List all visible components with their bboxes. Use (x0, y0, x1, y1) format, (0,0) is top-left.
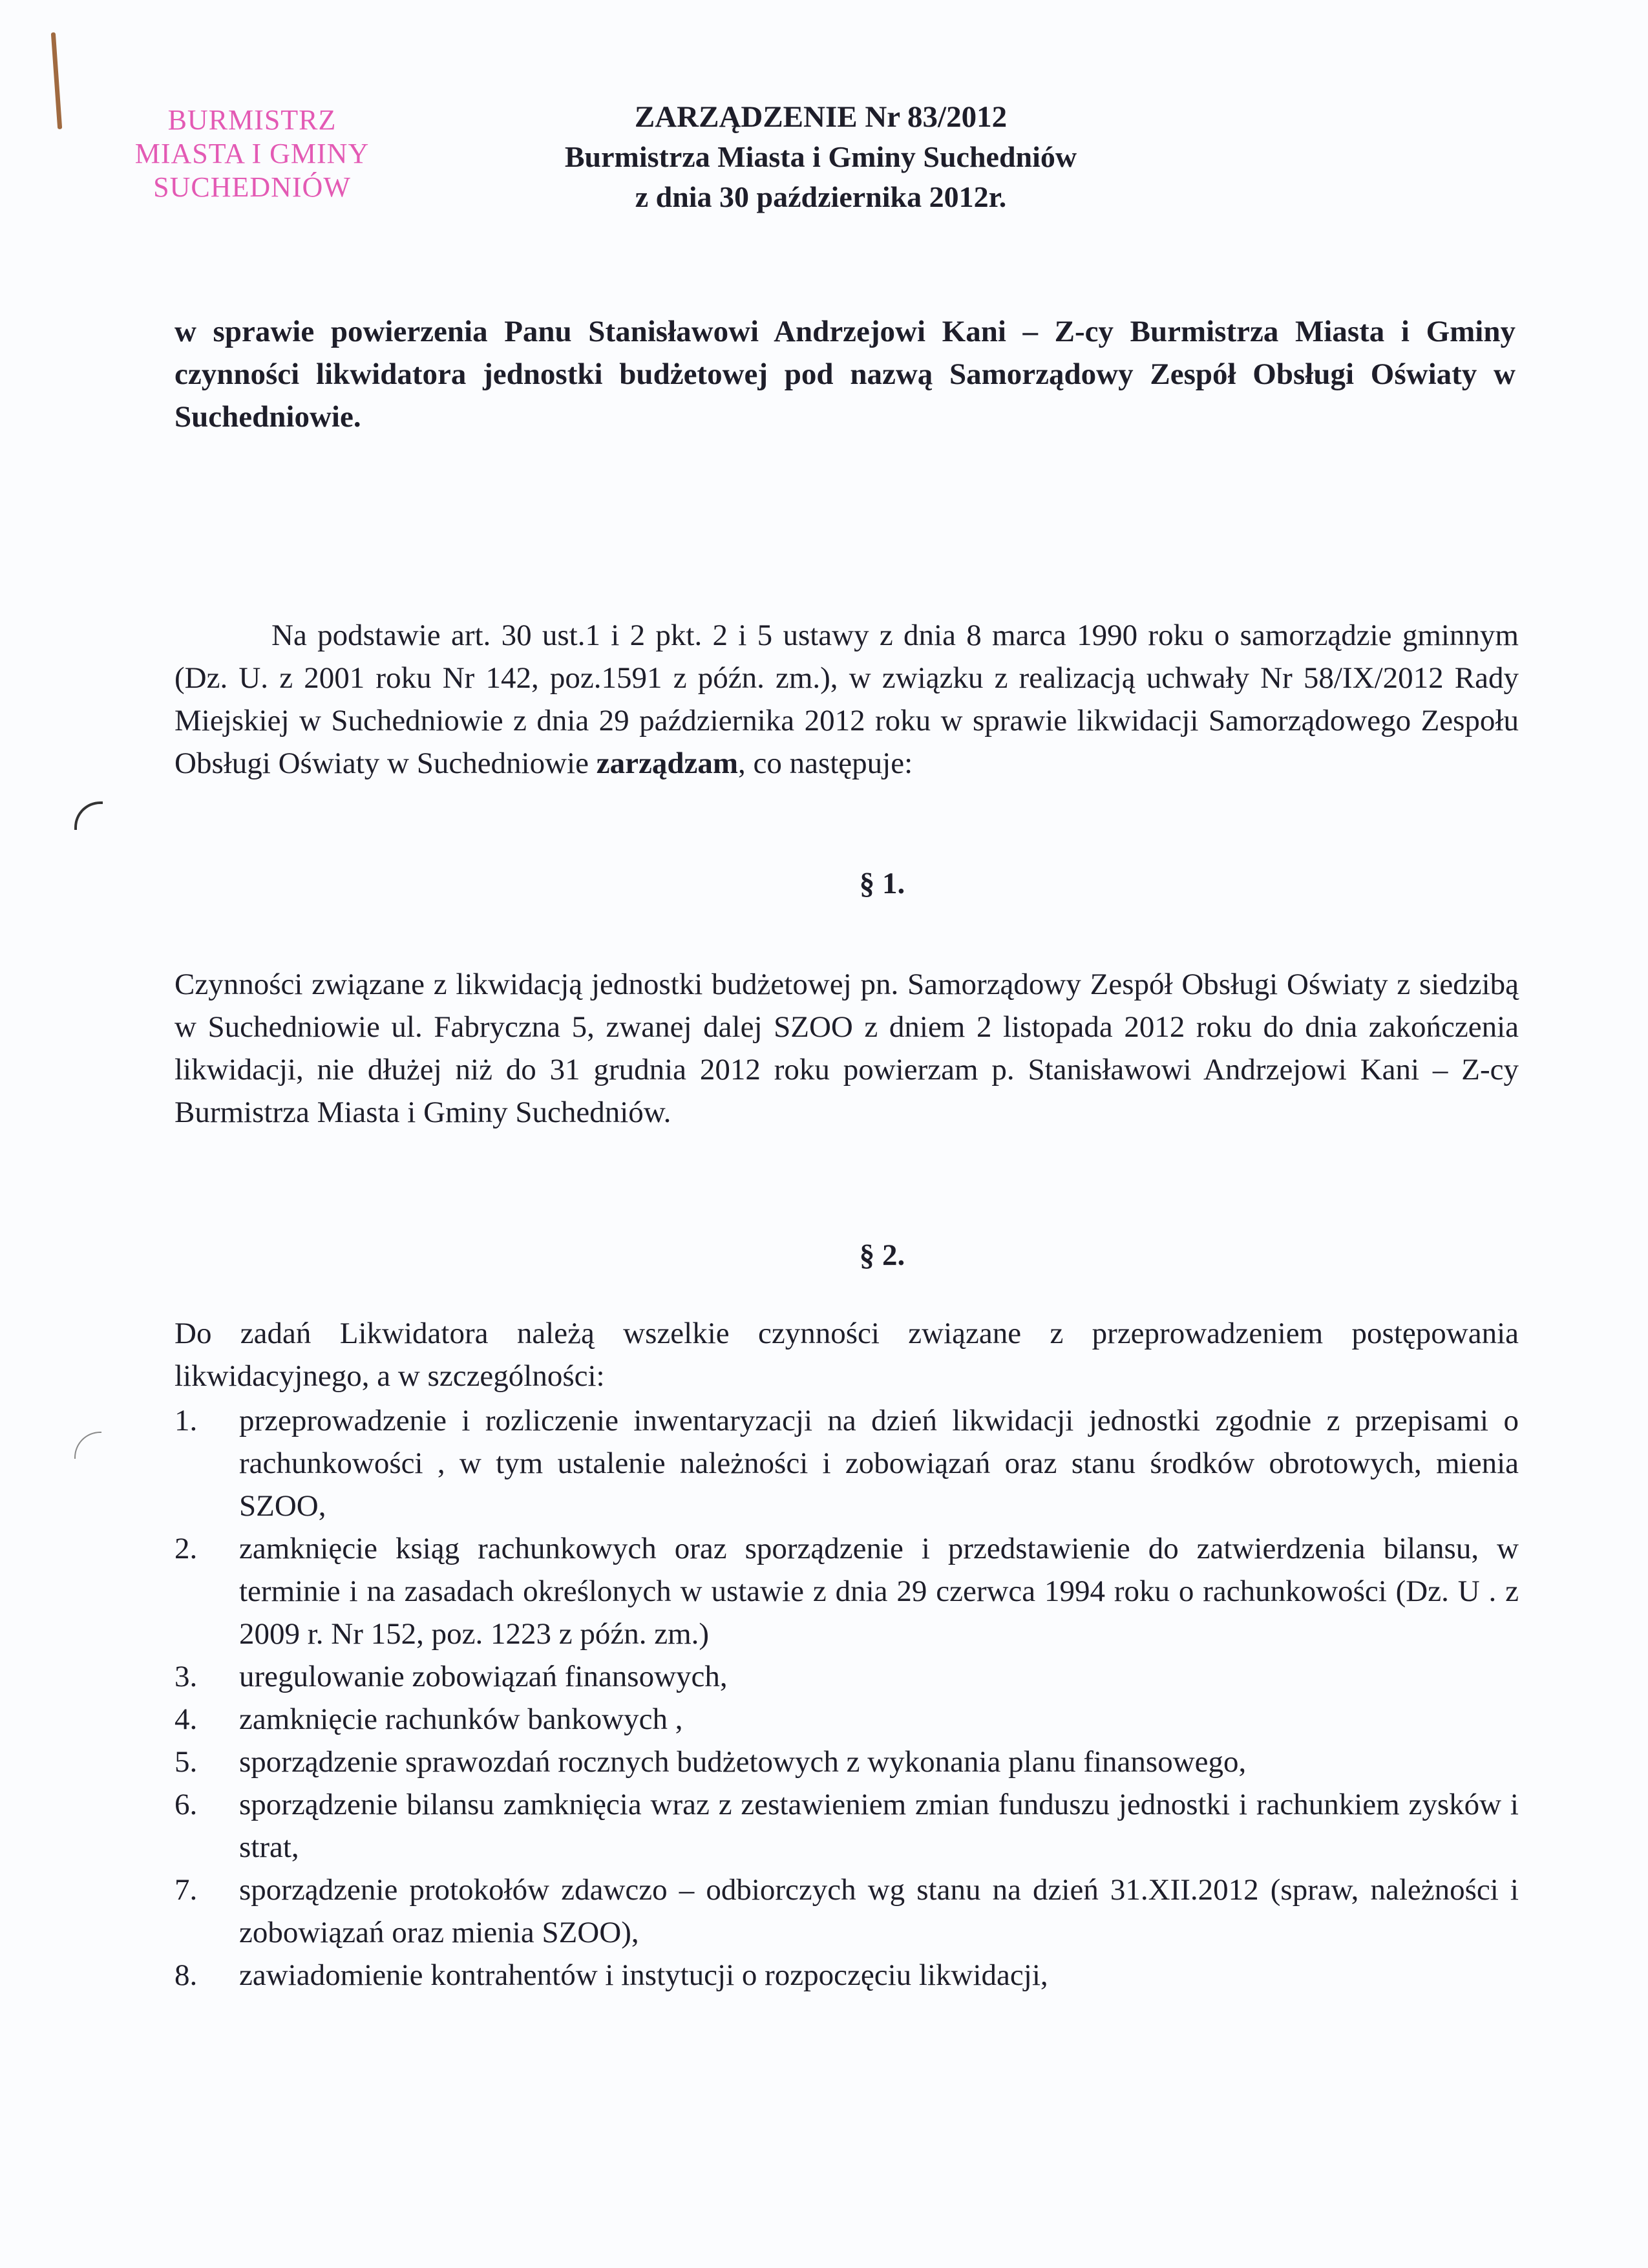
list-item-number: 5. (174, 1745, 198, 1779)
list-item-number: 6. (174, 1788, 198, 1821)
list-item-text: uregulowanie zobowiązań finansowych, (239, 1660, 728, 1693)
list-item (174, 1783, 1519, 1869)
legal-basis-paragraph (174, 614, 1519, 785)
list-item-number: 1. (174, 1404, 198, 1437)
list-item (174, 1869, 1519, 1954)
list-item-number: 3. (174, 1660, 198, 1693)
liquidator-tasks-list (174, 1399, 1519, 1997)
list-item-text: zawiadomienie kontrahentów i instytucji o rozpoczęciu likwidacji, (239, 1958, 1048, 1992)
section-1-body: Czynności związane z likwidacją jednostki budżetowej pn. Samorządowy Zespół Obsługi Oświaty z siedzibą w Suchedniowie ul. Fabryczna 5, zwanej dalej SZOO z dniem 2 listopada 2012 roku do dnia zakończenia likwidacji, nie dłużej niż do 31 grudnia 2012 roku powierzam p. Stanisławowi Andrzejowi Kani – Z-cy Burmistrza Miasta i Gminy Suchedniów. (174, 968, 1519, 1129)
legal-basis-text: Na podstawie art. 30 ust.1 i 2 pkt. 2 i 5 ustawy z dnia 8 marca 1990 roku o samorządzie gminnym (Dz. U. z 2001 roku Nr 142, poz.1591 z późn. zm.), w związku z realizacją uchwały Nr 58/IX/2012 Rady Miejskiej w Suchedniowie z dnia 29 października 2012 roku w sprawie likwidacji Samorządowego Zespołu Obsługi Oświaty w Suchedniowie (174, 619, 1519, 780)
issue-date: z dnia 30 października 2012r. (635, 180, 1007, 213)
list-item-number: 7. (174, 1873, 198, 1907)
document-header (414, 97, 1228, 217)
list-item (174, 1527, 1519, 1655)
list-item-number: 8. (174, 1958, 198, 1992)
punch-hole-mark (74, 801, 103, 830)
list-item-number: 4. (174, 1702, 198, 1736)
list-item-text: zamknięcie rachunków bankowych , (239, 1702, 683, 1736)
stamp-line: MIASTA I GMINY (134, 138, 370, 169)
list-item (174, 1399, 1519, 1527)
decree-keyword: zarządzam (596, 747, 738, 780)
list-item-text: sporządzenie sprawozdań rocznych budżetowych z wykonania planu finansowego, (239, 1745, 1247, 1779)
list-item (174, 1698, 1519, 1741)
list-item-text: sporządzenie bilansu zamknięcia wraz z zestawieniem zmian funduszu jednostki i rachunkiem zysków i strat, (239, 1788, 1519, 1864)
list-item (174, 1741, 1519, 1783)
list-item-number: 2. (174, 1532, 198, 1565)
stamp-line: SUCHEDNIÓW (153, 171, 351, 203)
punch-hole-mark (74, 1432, 101, 1459)
issuer: Burmistrza Miasta i Gminy Suchedniów (564, 140, 1077, 173)
document-title: ZARZĄDZENIE Nr 83/2012 (634, 100, 1008, 134)
section-2-heading: § 2. (859, 1238, 905, 1272)
section-1-heading: § 1. (859, 867, 905, 900)
list-item-text: przeprowadzenie i rozliczenie inwentaryzacji na dzień likwidacji jednostki zgodnie z przepisami o rachunkowości , w tym ustalenie należności i zobowiązań oraz stanu środków obrotowych, mienia SZOO, (239, 1404, 1519, 1523)
list-item (174, 1655, 1519, 1698)
list-item-text: zamknięcie ksiąg rachunkowych oraz sporządzenie i przedstawienie do zatwierdzenia bilansu, w terminie i na zasadach określonych w ustawie z dnia 29 czerwca 1994 roku o rachunkowości (Dz. U . z 2009 r. Nr 152, poz. 1223 z późn. zm.) (239, 1532, 1519, 1651)
stamp-line: BURMISTRZ (167, 104, 337, 136)
list-item (174, 1954, 1519, 1997)
document-subject: w sprawie powierzenia Panu Stanisławowi Andrzejowi Kani – Z-cy Burmistrza Miasta i Gminy czynności likwidatora jednostki budżetowej pod nazwą Samorządowy Zespół Obsługi Oświaty w Suchedniowie. (174, 315, 1516, 434)
list-item-text: sporządzenie protokołów zdawczo – odbiorczych wg stanu na dzień 31.XII.2012 (spraw, należności i zobowiązań oraz mienia SZOO), (239, 1873, 1519, 1949)
legal-basis-ending: , co następuje: (737, 747, 913, 780)
staple-mark (51, 32, 62, 129)
section-2-body: Do zadań Likwidatora należą wszelkie czynności związane z przeprowadzeniem postępowania likwidacyjnego, a w szczególności: (174, 1317, 1519, 1393)
official-stamp (97, 103, 407, 204)
